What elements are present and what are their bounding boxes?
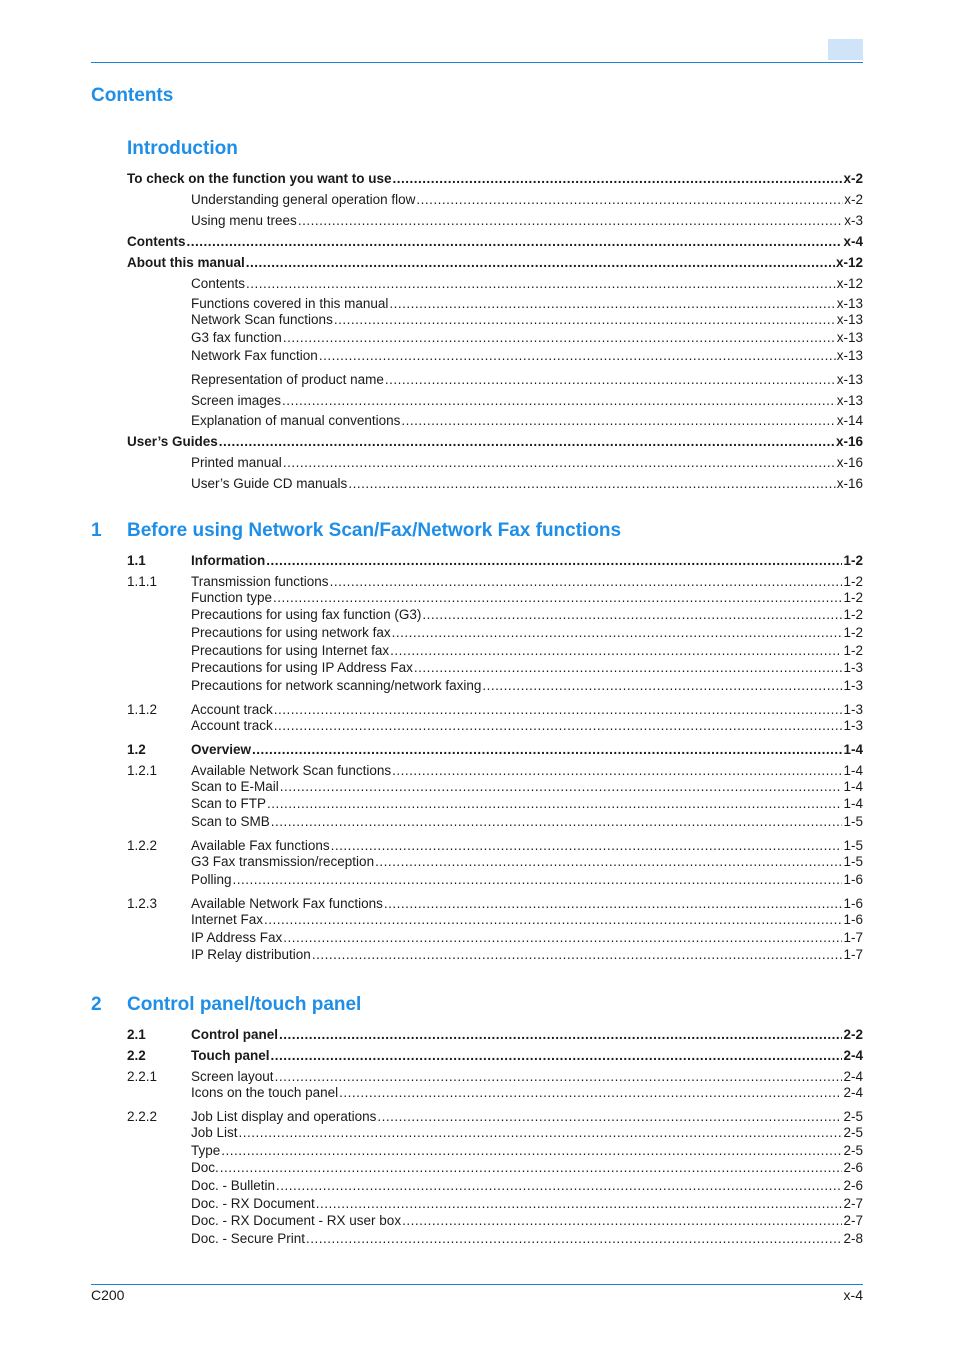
toc-leader-dots [274, 718, 843, 733]
toc-entry-label: Network Fax function [191, 348, 318, 363]
toc-entry[interactable] [127, 796, 863, 811]
toc-entry-page: x-2 [843, 171, 863, 186]
toc-leader-dots [384, 896, 843, 911]
toc-leader-dots [414, 660, 843, 675]
toc-entry-label: User’s Guide CD manuals [191, 476, 348, 491]
toc-entry-label: Touch panel [191, 1048, 270, 1063]
toc-entry[interactable] [127, 947, 863, 962]
toc-entry[interactable] [127, 607, 863, 622]
toc-entry-page: x-16 [836, 455, 863, 470]
toc-leader-dots [233, 872, 843, 887]
toc-leader-dots [279, 1027, 842, 1042]
toc-entry-page: x-13 [836, 296, 863, 311]
toc-entry[interactable] [127, 872, 863, 887]
toc-entry-label: Contents [127, 234, 186, 249]
toc-entry-page: 1-3 [843, 660, 863, 675]
toc-entry[interactable] [191, 192, 863, 207]
toc-entry-page: 1-3 [843, 678, 863, 693]
toc-entry-number: 1.1.1 [127, 574, 158, 589]
toc-leader-dots [339, 1085, 842, 1100]
toc-entry[interactable] [127, 779, 863, 794]
toc-entry[interactable] [127, 1143, 863, 1158]
toc-entry[interactable] [127, 1109, 863, 1124]
toc-entry-label: Scan to FTP [191, 796, 267, 811]
toc-entry-label: Understanding general operation flow [191, 192, 416, 207]
toc-entry-label: Functions covered in this manual [191, 296, 389, 311]
toc-entry[interactable] [191, 213, 863, 228]
toc-entry-label: Screen images [191, 393, 282, 408]
toc-entry-page: 2-7 [843, 1213, 863, 1228]
toc-entry[interactable] [127, 1160, 863, 1175]
toc-entry-label: Scan to E-Mail [191, 779, 279, 794]
toc-entry-page: 1-6 [843, 912, 863, 927]
toc-entry[interactable] [191, 330, 863, 345]
toc-entry-label: Overview [191, 742, 252, 757]
toc-leader-dots [274, 702, 843, 717]
toc-leader-dots [275, 1069, 843, 1084]
toc-entry-page: 1-7 [843, 930, 863, 945]
toc-entry-label: Precautions for using network fax [191, 625, 391, 640]
toc-entry-label: Screen layout [191, 1069, 274, 1084]
toc-entry[interactable] [191, 276, 863, 291]
toc-leader-dots [264, 912, 842, 927]
toc-entry-label: Network Scan functions [191, 312, 333, 327]
toc-leader-dots [392, 763, 842, 778]
toc-entry[interactable] [191, 348, 863, 363]
toc-entry-label: Doc. - Secure Print [191, 1231, 306, 1246]
toc-entry-page: x-13 [836, 372, 863, 387]
toc-leader-dots [252, 742, 842, 757]
chapter-1-title: Before using Network Scan/Fax/Network Fax functions [127, 520, 622, 541]
toc-entry[interactable] [191, 296, 863, 311]
toc-entry-page: 1-4 [843, 779, 863, 794]
toc-entry-page: 1-2 [843, 590, 863, 605]
toc-entry-number: 1.2.2 [127, 838, 158, 853]
toc-entry-label: Doc. [191, 1160, 219, 1175]
toc-entry-label: Precautions for network scanning/network faxing [191, 678, 482, 693]
chapter-2-title: Control panel/touch panel [127, 994, 362, 1015]
toc-leader-dots [283, 930, 842, 945]
toc-entry-label: Polling [191, 872, 232, 887]
toc-entry-page: 2-4 [843, 1069, 863, 1084]
chapter-2-number: 2 [91, 994, 102, 1015]
toc-leader-dots [267, 796, 842, 811]
toc-entry-page: 1-4 [843, 742, 863, 757]
toc-entry-page: 1-3 [843, 702, 863, 717]
toc-entry-label: Available Fax functions [191, 838, 330, 853]
toc-leader-dots [392, 625, 843, 640]
toc-entry[interactable] [127, 255, 863, 270]
toc-entry[interactable] [127, 553, 863, 568]
toc-entry-label: User’s Guides [127, 434, 218, 449]
toc-leader-dots [401, 413, 835, 428]
toc-entry-label: IP Address Fax [191, 930, 283, 945]
toc-leader-dots [375, 854, 842, 869]
toc-leader-dots [298, 213, 843, 228]
toc-entry-label: Icons on the touch panel [191, 1085, 339, 1100]
toc-leader-dots [377, 1109, 842, 1124]
toc-entry-page: x-16 [835, 434, 863, 449]
toc-entry[interactable] [127, 912, 863, 927]
toc-leader-dots [246, 276, 836, 291]
toc-entry-label: Precautions for using Internet fax [191, 643, 390, 658]
toc-entry-number: 2.2.1 [127, 1069, 158, 1084]
toc-entry-page: 2-5 [843, 1125, 863, 1140]
toc-entry-label: Available Network Fax functions [191, 896, 383, 911]
toc-entry-label: Contents [191, 276, 246, 291]
toc-entry[interactable] [127, 574, 863, 589]
toc-entry[interactable] [127, 643, 863, 658]
toc-leader-dots [276, 1178, 842, 1193]
toc-entry-page: 1-2 [843, 643, 863, 658]
toc-leader-dots [221, 1143, 842, 1158]
toc-entry-page: 1-5 [843, 814, 863, 829]
toc-leader-dots [416, 192, 843, 207]
toc-leader-dots [330, 574, 843, 589]
toc-leader-dots [273, 590, 842, 605]
toc-leader-dots [389, 296, 835, 311]
toc-entry-page: 1-6 [843, 872, 863, 887]
toc-entry[interactable] [191, 455, 863, 470]
toc-entry-label: Function type [191, 590, 273, 605]
toc-leader-dots [271, 814, 843, 829]
toc-entry-page: 2-4 [843, 1048, 863, 1063]
toc-entry-page: 2-8 [843, 1231, 863, 1246]
page-title: Contents [91, 85, 174, 106]
introduction-title: Introduction [127, 138, 238, 159]
toc-entry-number: 2.1 [127, 1027, 146, 1042]
toc-leader-dots [316, 1196, 843, 1211]
toc-entry[interactable] [127, 854, 863, 869]
chapter-1-number: 1 [91, 520, 102, 541]
toc-entry-page: 1-6 [843, 896, 863, 911]
toc-entry[interactable] [127, 1069, 863, 1084]
toc-leader-dots [219, 434, 835, 449]
toc-entry-label: Type [191, 1143, 221, 1158]
header-rule [91, 62, 863, 63]
toc-leader-dots [266, 553, 842, 568]
toc-entry-label: Doc. - RX Document [191, 1196, 315, 1211]
toc-entry-page: x-13 [836, 348, 863, 363]
toc-leader-dots [334, 312, 836, 327]
toc-leader-dots [306, 1231, 842, 1246]
toc-leader-dots [239, 1125, 843, 1140]
toc-entry-label: Representation of product name [191, 372, 384, 387]
toc-entry[interactable] [127, 763, 863, 778]
toc-entry-label: G3 Fax transmission/reception [191, 854, 375, 869]
toc-entry-label: G3 fax function [191, 330, 282, 345]
toc-entry-page: 1-2 [843, 553, 863, 568]
toc-leader-dots [402, 1213, 842, 1228]
toc-entry-page: 2-6 [843, 1160, 863, 1175]
toc-entry[interactable] [127, 171, 863, 186]
toc-leader-dots [220, 1160, 843, 1175]
toc-entry[interactable] [127, 590, 863, 605]
toc-entry[interactable] [127, 1027, 863, 1042]
toc-leader-dots [422, 607, 842, 622]
toc-entry[interactable] [127, 814, 863, 829]
toc-leader-dots [348, 476, 835, 491]
toc-leader-dots [393, 171, 843, 186]
toc-entry-page: 2-2 [843, 1027, 863, 1042]
toc-leader-dots [280, 779, 843, 794]
toc-entry-label: To check on the function you want to use [127, 171, 392, 186]
toc-entry[interactable] [191, 312, 863, 327]
toc-entry-page: x-13 [836, 330, 863, 345]
toc-entry-label: About this manual [127, 255, 245, 270]
toc-entry-label: Job List [191, 1125, 238, 1140]
toc-entry[interactable] [127, 1085, 863, 1100]
toc-entry-page: x-14 [836, 413, 863, 428]
toc-entry-page: 1-3 [843, 718, 863, 733]
toc-entry[interactable] [127, 718, 863, 733]
toc-entry-number: 1.2.1 [127, 763, 158, 778]
toc-entry-label: Doc. - Bulletin [191, 1178, 276, 1193]
toc-entry[interactable] [191, 372, 863, 387]
toc-entry-label: Account track [191, 702, 273, 717]
toc-entry-page: 1-4 [843, 796, 863, 811]
toc-leader-dots [331, 838, 843, 853]
toc-entry-number: 1.1 [127, 553, 146, 568]
toc-entry-label: Doc. - RX Document - RX user box [191, 1213, 402, 1228]
toc-leader-dots [390, 643, 842, 658]
toc-entry-page: 1-2 [843, 625, 863, 640]
toc-entry-page: 2-5 [843, 1109, 863, 1124]
toc-entry-label: Account track [191, 718, 273, 733]
toc-entry[interactable] [127, 660, 863, 675]
toc-entry[interactable] [127, 234, 863, 249]
toc-leader-dots [319, 348, 836, 363]
toc-entry-page: 2-7 [843, 1196, 863, 1211]
toc-entry-label: Using menu trees [191, 213, 297, 228]
toc-leader-dots [187, 234, 843, 249]
toc-entry-label: Internet Fax [191, 912, 264, 927]
footer-model: C200 [91, 1287, 125, 1303]
toc-entry-number: 2.2.2 [127, 1109, 158, 1124]
toc-entry[interactable] [127, 1196, 863, 1211]
toc-entry-label: Precautions for using IP Address Fax [191, 660, 413, 675]
toc-entry-label: Scan to SMB [191, 814, 270, 829]
toc-entry[interactable] [127, 1231, 863, 1246]
toc-entry-page: x-13 [836, 312, 863, 327]
toc-entry-number: 1.2.3 [127, 896, 158, 911]
toc-entry-number: 1.1.2 [127, 702, 158, 717]
toc-entry[interactable] [191, 413, 863, 428]
toc-entry-page: 1-2 [843, 574, 863, 589]
footer-page-number: x-4 [843, 1287, 863, 1303]
toc-leader-dots [246, 255, 835, 270]
toc-entry-page: 2-4 [843, 1085, 863, 1100]
toc-entry-label: Information [191, 553, 266, 568]
toc-leader-dots [312, 947, 843, 962]
toc-entry-label: Transmission functions [191, 574, 329, 589]
toc-entry-page: 1-7 [843, 947, 863, 962]
toc-entry-page: x-16 [836, 476, 863, 491]
toc-entry[interactable] [127, 742, 863, 757]
toc-entry-page: 1-4 [843, 763, 863, 778]
toc-entry-label: Printed manual [191, 455, 282, 470]
toc-entry-page: x-12 [835, 255, 863, 270]
toc-entry[interactable] [127, 702, 863, 717]
toc-entry[interactable] [127, 896, 863, 911]
toc-entry[interactable] [127, 1048, 863, 1063]
toc-leader-dots [482, 678, 842, 693]
toc-entry-number: 2.2 [127, 1048, 146, 1063]
toc-entry-page: 2-6 [843, 1178, 863, 1193]
toc-entry[interactable] [191, 393, 863, 408]
toc-entry[interactable] [127, 1125, 863, 1140]
toc-entry-page: x-13 [836, 393, 863, 408]
toc-entry-page: x-3 [844, 213, 863, 228]
toc-entry[interactable] [127, 1178, 863, 1193]
footer-rule [91, 1284, 863, 1285]
toc-leader-dots [385, 372, 836, 387]
header-tab-marker [828, 39, 863, 60]
toc-entry-page: 1-5 [843, 854, 863, 869]
toc-entry[interactable] [127, 838, 863, 853]
toc-entry-page: x-4 [843, 234, 863, 249]
toc-leader-dots [283, 330, 836, 345]
toc-entry-page: 1-2 [843, 607, 863, 622]
toc-entry-label: Precautions for using fax function (G3) [191, 607, 422, 622]
toc-entry-number: 1.2 [127, 742, 146, 757]
toc-entry-page: x-12 [836, 276, 863, 291]
toc-leader-dots [283, 455, 836, 470]
toc-entry-label: IP Relay distribution [191, 947, 311, 962]
toc-leader-dots [271, 1048, 843, 1063]
toc-entry-page: 1-5 [843, 838, 863, 853]
toc-entry[interactable] [127, 434, 863, 449]
toc-entry-label: Explanation of manual conventions [191, 413, 401, 428]
toc-entry-page: 2-5 [843, 1143, 863, 1158]
toc-entry-label: Control panel [191, 1027, 278, 1042]
toc-entry[interactable] [191, 476, 863, 491]
toc-entry[interactable] [127, 625, 863, 640]
toc-entry[interactable] [127, 930, 863, 945]
toc-leader-dots [282, 393, 836, 408]
toc-entry-label: Job List display and operations [191, 1109, 377, 1124]
toc-entry-page: x-2 [844, 192, 863, 207]
toc-entry[interactable] [127, 678, 863, 693]
toc-entry[interactable] [127, 1213, 863, 1228]
toc-entry-label: Available Network Scan functions [191, 763, 392, 778]
